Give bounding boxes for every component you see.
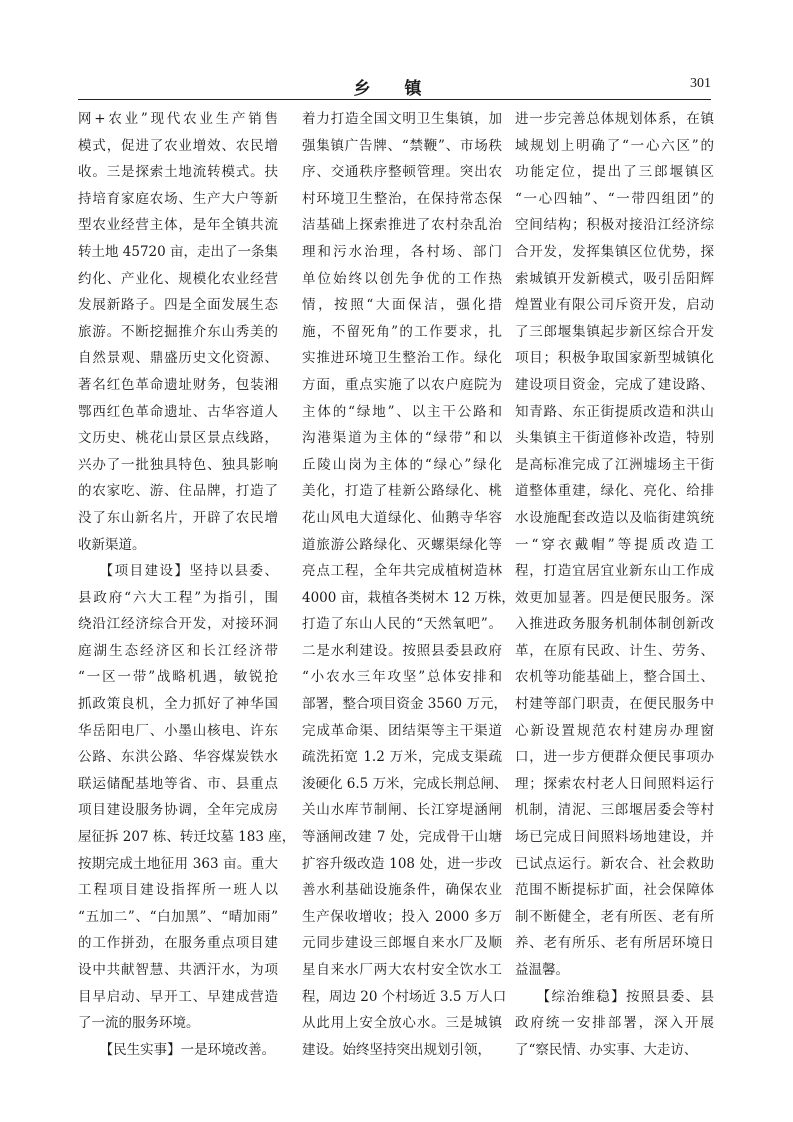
text-line: 二是水利建设。按照县委县政府: [302, 642, 502, 659]
text-line: 善水利基础设施条件，确保农业: [302, 882, 502, 899]
text-line: 部署，整合项目资金 3560 万元，: [302, 696, 507, 713]
text-line: “小农水三年攻坚”总体安排和: [302, 669, 502, 686]
text-line: 亮点工程，全年共完成植树造林: [302, 563, 502, 580]
text-line: 县政府“六大工程”为指引，围: [78, 589, 278, 606]
text-line: 已试点运行。新农合、社会救助: [515, 855, 714, 872]
text-line: 主体的“绿地”、以主干公路和: [302, 403, 502, 420]
text-line: “一心四轴”、“一带四组团”的: [515, 190, 714, 207]
header-rule: [78, 99, 711, 100]
text-line: 建设项目资金，完成了建设路、: [515, 376, 714, 393]
text-line: 沟港渠道为主体的“绿带”和以: [302, 430, 502, 447]
text-line: 工程项目建设指挥所一班人以: [78, 882, 278, 899]
text-line: 入推进政务服务机制体制创新改: [515, 616, 714, 633]
text-line: 疏洗拓宽 1.2 万米，完成支渠疏: [302, 749, 502, 766]
text-line: 心新设置规范农村建房办理窗: [515, 722, 714, 739]
text-line: 网+农业”现代农业生产销售: [78, 111, 278, 127]
text-line: 制不断健全，老有所医、老有所: [515, 908, 714, 925]
text-line: 4000 亩，栽植各类树木 12 万株，: [302, 589, 515, 606]
text-line: 道旅游公路绿化、灭螺渠绿化等: [302, 536, 502, 553]
text-line: 联运储配基地等省、市、县重点: [78, 775, 278, 792]
text-line: 【综治维稳】按照县委、县: [536, 988, 714, 1005]
text-line: 程，周边 20 个村场近 3.5 万人口: [302, 988, 507, 1005]
text-line: 农机等功能基础上，整合国土、: [515, 669, 714, 686]
text-line: 没了东山新名片，开辟了农民增: [78, 509, 278, 526]
text-line: 索城镇开发新模式，吸引岳阳辉: [515, 270, 714, 287]
text-line: 革，在原有民政、计生、劳务、: [515, 642, 714, 659]
text-line: 丘陵山岗为主体的“绿心”绿化: [302, 456, 502, 473]
text-line: 星自来水厂两大农村安全饮水工: [302, 962, 502, 978]
text-line: 转土地 45720 亩，走出了一条集: [78, 243, 279, 260]
text-line: 村建等部门职责，在便民服务中: [515, 696, 714, 713]
text-line: 元同步建设三郎堰自来水厂及顺: [302, 935, 502, 952]
text-line: 一“穿衣戴帽”等提质改造工: [515, 536, 714, 553]
text-line: 打造了东山人民的“天然氧吧”。: [302, 616, 502, 633]
text-line: 了“察民情、办实事、大走访、: [515, 1041, 698, 1058]
text-line: 煌置业有限公司斥资开发，启动: [515, 297, 714, 314]
text-line: 关山水库节制闸、长江穿堤涵闸: [302, 802, 502, 819]
text-line: 场已完成日间照料场地建设，并: [515, 829, 714, 846]
text-line: 的农家吃、游、住品牌，打造了: [78, 483, 278, 500]
text-line: 项目建设服务协调，全年完成房: [78, 802, 278, 819]
text-line: 项目；积极争取国家新型城镇化: [515, 350, 714, 367]
text-line: 绕沿江经济综合开发，对接环洞: [78, 616, 278, 633]
text-line: 功能定位，提出了三郎堰镇区: [515, 164, 714, 181]
text-line: 政府统一安排部署，深入开展: [515, 1015, 714, 1032]
text-line: 扩容升级改造 108 处，进一步改: [302, 855, 502, 872]
text-line: 知青路、东正街提质改造和洪山: [515, 403, 714, 420]
text-column-3: [515, 106, 714, 1058]
text-line: 效更加显著。四是便民服务。深: [515, 589, 714, 606]
text-line: 完成革命渠、团结渠等主干渠道: [302, 722, 502, 739]
text-line: 【项目建设】坚持以县委、: [99, 563, 278, 580]
text-line: 抓政策良机，全力抓好了神华国: [78, 696, 278, 713]
text-line: 实推进环境卫生整治工作。绿化: [302, 350, 502, 367]
text-line: “一区一带”战略机遇，敏锐抢: [78, 669, 278, 686]
text-line: 程，打造宜居宜业新东山工作成: [515, 563, 714, 580]
text-line: 著名红色革命遗址财务，包装湘: [78, 376, 278, 393]
text-line: 持培育家庭农场、生产大户等新: [78, 190, 278, 207]
text-line: 按期完成土地征用 363 亩。重大: [78, 855, 278, 872]
text-line: 域规划上明确了“一心六区”的: [515, 137, 714, 154]
text-line: 了一流的服务环境。: [78, 1015, 200, 1032]
text-line: 收。三是探索土地流转模式。扶: [78, 164, 278, 181]
text-line: 道整体重建，绿化、亮化、给排: [515, 483, 714, 500]
text-line: 进一步完善总体规划体系，在镇: [515, 111, 714, 127]
text-line: 单位始终以创先争优的工作热: [302, 270, 502, 287]
text-line: 兴办了一批独具特色、独具影响: [78, 456, 278, 473]
text-line: 强集镇广告牌、“禁鞭”、市场秩: [302, 137, 502, 154]
text-line: 华岳阳电厂、小墨山核电、许东: [78, 722, 278, 739]
text-line: 自然景观、鼎盛历史文化资源、: [78, 350, 278, 367]
text-line: 施，不留死角”的工作要求，扎: [302, 323, 502, 340]
text-line: 旅游。不断挖掘推介东山秀美的: [78, 323, 278, 340]
text-line: 合开发，发挥集镇区位优势，探: [515, 243, 714, 260]
text-line: 建设。始终坚持突出规划引领，: [302, 1041, 491, 1058]
text-line: 目早启动、早开工、早建成营造: [78, 988, 278, 1005]
running-title: 乡 镇: [353, 79, 436, 99]
text-line: 型农业经营主体，是年全镇共流: [78, 217, 278, 234]
text-line: 文历史、桃花山景区景点线路，: [78, 430, 278, 447]
text-line: 空间结构；积极对接沿江经济综: [515, 217, 714, 234]
text-line: 花山风电大道绿化、仙鹅寺华容: [302, 509, 502, 526]
text-line: 村环境卫生整治，在保持常态保: [302, 190, 502, 207]
text-line: 屋征拆 207 栋、转迁坟墓 183 座，: [78, 829, 296, 846]
text-line: 机制，清泥、三郎堰居委会等村: [515, 802, 714, 819]
text-line: 设中共献智慧、共洒汗水，为项: [78, 962, 278, 978]
text-line: 生产保收增收；投入 2000 多万: [302, 908, 502, 925]
text-line: 养、老有所乐、老有所居环境日: [515, 935, 714, 952]
text-line: 浚硬化 6.5 万米，完成长荆总闸、: [302, 775, 508, 792]
text-line: 理；探索农村老人日间照料运行: [515, 775, 714, 792]
text-line: 范围不断提标扩面，社会保障体: [515, 882, 714, 899]
text-line: 庭湖生态经济区和长江经济带: [78, 642, 278, 659]
text-line: “五加二”、“白加黑”、“晴加雨”: [78, 908, 278, 925]
text-line: 头集镇主干街道修补改造，特别: [515, 430, 714, 447]
text-column-2: [302, 106, 515, 1058]
text-line: 鄂西红色革命遗址、古华容道人: [78, 403, 278, 420]
text-line: 模式，促进了农业增效、农民增: [78, 137, 278, 154]
text-line: 的工作拼劲，在服务重点项目建: [78, 935, 278, 952]
text-line: 等涵闸改建 7 处，完成骨干山塘: [302, 829, 502, 846]
text-line: 美化，打造了桂新公路绿化、桃: [302, 483, 502, 500]
text-line: 是高标准完成了江洲墟场主干街: [515, 456, 714, 473]
text-line: 洁基础上探索推进了农村杂乱治: [302, 217, 502, 234]
text-line: 益温馨。: [515, 962, 569, 978]
text-line: 序、交通秩序整顿管理。突出农: [302, 164, 502, 181]
text-line: 发展新路子。四是全面发展生态: [78, 297, 278, 314]
text-column-1: [78, 106, 296, 1058]
text-line: 收新渠道。: [78, 536, 146, 553]
text-line: 方面，重点实施了以农户庭院为: [302, 376, 502, 393]
text-line: 理和污水治理，各村场、部门: [302, 243, 502, 260]
page-number: 301: [690, 76, 711, 91]
text-line: 公路、东洪公路、华容煤炭铁水: [78, 749, 278, 766]
text-line: 着力打造全国文明卫生集镇，加: [302, 111, 502, 127]
text-line: 约化、产业化、规模化农业经营: [78, 270, 278, 287]
text-line: 从此用上安全放心水。三是城镇: [302, 1015, 502, 1032]
text-line: 了三郎堰集镇起步新区综合开发: [515, 323, 714, 340]
page-header: [78, 74, 711, 98]
text-line: 【民生实事】一是环境改善。: [99, 1041, 276, 1058]
text-line: 口，进一步方便群众便民事项办: [515, 749, 714, 766]
text-line: 情，按照“大面保洁，强化措: [302, 297, 502, 314]
text-line: 水设施配套改造以及临街建筑统: [515, 509, 714, 526]
